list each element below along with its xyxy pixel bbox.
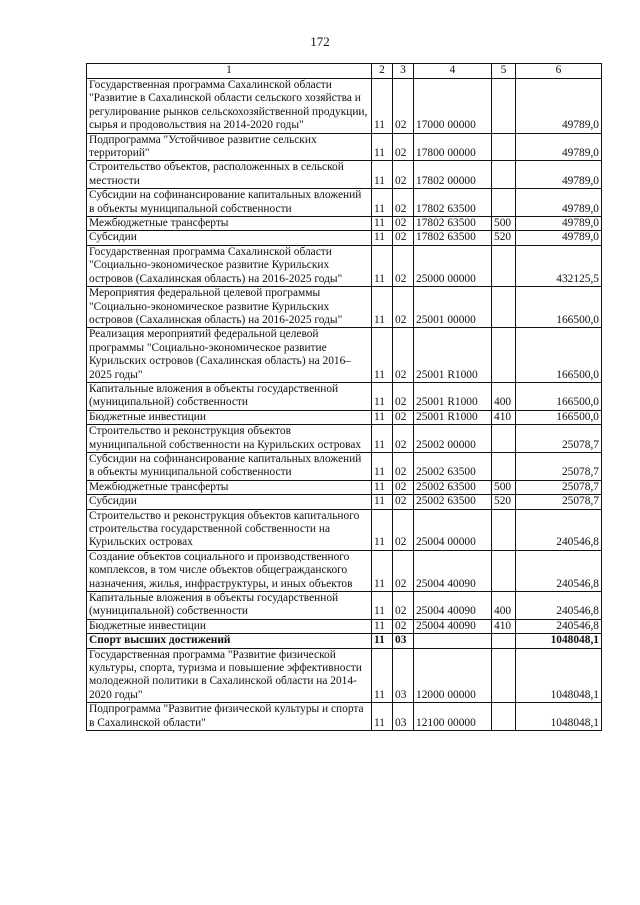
subsection-code-cell: 02 bbox=[393, 79, 414, 134]
row-name-cell: Реализация мероприятий федеральной целевой программы "Социально-экономическое развитие Курильских островов (Сахалинская область) на 2016–2025 годы" bbox=[87, 328, 372, 383]
row-name-cell: Государственная программа "Развитие физической культуры, спорта, туризма и повышение эффективности молодежной политики в Сахалинской области на 2014-2020 годы" bbox=[87, 648, 372, 703]
expense-type-cell bbox=[492, 425, 516, 453]
column-header: 1 bbox=[87, 64, 372, 79]
expense-type-cell bbox=[492, 79, 516, 134]
expense-type-cell: 520 bbox=[492, 495, 516, 509]
row-name-cell: Субсидии bbox=[87, 495, 372, 509]
table-row bbox=[87, 189, 602, 217]
target-article-cell: 12000 00000 bbox=[414, 648, 492, 703]
expense-type-cell: 400 bbox=[492, 592, 516, 620]
table-row bbox=[87, 79, 602, 134]
target-article-cell: 25004 00000 bbox=[414, 509, 492, 550]
expense-type-cell bbox=[492, 189, 516, 217]
table-row bbox=[87, 287, 602, 328]
subsection-code-cell: 02 bbox=[393, 550, 414, 591]
amount-cell: 25078,7 bbox=[516, 495, 602, 509]
subsection-code-cell: 02 bbox=[393, 161, 414, 189]
amount-cell: 49789,0 bbox=[516, 161, 602, 189]
section-code-cell: 11 bbox=[372, 189, 393, 217]
expense-type-cell: 400 bbox=[492, 382, 516, 410]
table-row bbox=[87, 161, 602, 189]
subsection-code-cell: 03 bbox=[393, 648, 414, 703]
target-article-cell: 25000 00000 bbox=[414, 245, 492, 286]
subsection-code-cell: 02 bbox=[393, 509, 414, 550]
section-code-cell: 11 bbox=[372, 509, 393, 550]
row-name-cell: Межбюджетные трансферты bbox=[87, 480, 372, 494]
section-code-cell: 11 bbox=[372, 382, 393, 410]
expense-type-cell bbox=[492, 161, 516, 189]
subsection-code-cell: 02 bbox=[393, 231, 414, 245]
amount-cell: 25078,7 bbox=[516, 480, 602, 494]
target-article-cell: 25004 40090 bbox=[414, 619, 492, 633]
amount-cell: 25078,7 bbox=[516, 452, 602, 480]
target-article-cell: 25002 63500 bbox=[414, 452, 492, 480]
target-article-cell: 25004 40090 bbox=[414, 592, 492, 620]
section-code-cell: 11 bbox=[372, 703, 393, 731]
amount-cell: 1048048,1 bbox=[516, 703, 602, 731]
table-row bbox=[87, 495, 602, 509]
target-article-cell: 17802 63500 bbox=[414, 217, 492, 231]
section-code-cell: 11 bbox=[372, 495, 393, 509]
expense-type-cell bbox=[492, 287, 516, 328]
target-article-cell: 25001 R1000 bbox=[414, 382, 492, 410]
expense-type-cell: 500 bbox=[492, 480, 516, 494]
expense-type-cell bbox=[492, 703, 516, 731]
amount-cell: 49789,0 bbox=[516, 79, 602, 134]
amount-cell: 49789,0 bbox=[516, 217, 602, 231]
subsection-code-cell: 03 bbox=[393, 634, 414, 648]
row-name-cell: Бюджетные инвестиции bbox=[87, 619, 372, 633]
target-article-cell: 17000 00000 bbox=[414, 79, 492, 134]
section-code-cell: 11 bbox=[372, 231, 393, 245]
table-row bbox=[87, 410, 602, 424]
expense-type-cell bbox=[492, 509, 516, 550]
table-row bbox=[87, 619, 602, 633]
table-row bbox=[87, 452, 602, 480]
column-header: 3 bbox=[393, 64, 414, 79]
column-header: 5 bbox=[492, 64, 516, 79]
table-row bbox=[87, 425, 602, 453]
row-name-cell: Спорт высших достижений bbox=[87, 634, 372, 648]
expense-type-cell bbox=[492, 452, 516, 480]
subsection-code-cell: 02 bbox=[393, 189, 414, 217]
section-code-cell: 11 bbox=[372, 550, 393, 591]
amount-cell: 166500,0 bbox=[516, 382, 602, 410]
row-name-cell: Государственная программа Сахалинской области "Развитие в Сахалинской области сельского хозяйства и регулирование рынков сельскохозяйственной продукции, сырья и продовольствия на 2014-2020 годы" bbox=[87, 79, 372, 134]
section-code-cell: 11 bbox=[372, 452, 393, 480]
amount-cell: 166500,0 bbox=[516, 287, 602, 328]
row-name-cell: Межбюджетные трансферты bbox=[87, 217, 372, 231]
expense-type-cell bbox=[492, 648, 516, 703]
target-article-cell: 17802 00000 bbox=[414, 161, 492, 189]
amount-cell: 49789,0 bbox=[516, 189, 602, 217]
section-code-cell: 11 bbox=[372, 79, 393, 134]
subsection-code-cell: 02 bbox=[393, 452, 414, 480]
section-code-cell: 11 bbox=[372, 619, 393, 633]
row-name-cell: Капитальные вложения в объекты государственной (муниципальной) собственности bbox=[87, 592, 372, 620]
table-row bbox=[87, 550, 602, 591]
row-name-cell: Создание объектов социального и производственного комплексов, в том числе объектов общегражданского назначения, жилья, инфраструктуры, и иных объектов bbox=[87, 550, 372, 591]
target-article-cell: 25001 00000 bbox=[414, 287, 492, 328]
section-code-cell: 11 bbox=[372, 425, 393, 453]
amount-cell: 240546,8 bbox=[516, 550, 602, 591]
target-article-cell: 25001 R1000 bbox=[414, 328, 492, 383]
target-article-cell: 25002 00000 bbox=[414, 425, 492, 453]
amount-cell: 1048048,1 bbox=[516, 648, 602, 703]
row-name-cell: Капитальные вложения в объекты государственной (муниципальной) собственности bbox=[87, 382, 372, 410]
subsection-code-cell: 02 bbox=[393, 410, 414, 424]
subsection-code-cell: 02 bbox=[393, 382, 414, 410]
column-header: 2 bbox=[372, 64, 393, 79]
amount-cell: 432125,5 bbox=[516, 245, 602, 286]
expense-type-cell bbox=[492, 550, 516, 591]
expense-type-cell: 410 bbox=[492, 619, 516, 633]
expense-type-cell: 410 bbox=[492, 410, 516, 424]
table-row bbox=[87, 328, 602, 383]
header-row bbox=[87, 64, 602, 79]
column-header: 4 bbox=[414, 64, 492, 79]
table-row bbox=[87, 509, 602, 550]
expense-type-cell bbox=[492, 245, 516, 286]
amount-cell: 166500,0 bbox=[516, 328, 602, 383]
amount-cell: 49789,0 bbox=[516, 231, 602, 245]
table-row bbox=[87, 217, 602, 231]
amount-cell: 240546,8 bbox=[516, 619, 602, 633]
row-name-cell: Субсидии bbox=[87, 231, 372, 245]
section-code-cell: 11 bbox=[372, 245, 393, 286]
row-name-cell: Государственная программа Сахалинской области "Социально-экономическое развитие Курильских островов (Сахалинская область) на 2016-2025 годы" bbox=[87, 245, 372, 286]
budget-table bbox=[86, 63, 602, 731]
row-name-cell: Субсидии на софинансирование капитальных вложений в объекты муниципальной собственности bbox=[87, 452, 372, 480]
target-article-cell: 25002 63500 bbox=[414, 495, 492, 509]
section-code-cell: 11 bbox=[372, 161, 393, 189]
table-row bbox=[87, 231, 602, 245]
table-row bbox=[87, 480, 602, 494]
section-code-cell: 11 bbox=[372, 287, 393, 328]
section-code-cell: 11 bbox=[372, 634, 393, 648]
row-name-cell: Строительство объектов, расположенных в сельской местности bbox=[87, 161, 372, 189]
subsection-code-cell: 02 bbox=[393, 245, 414, 286]
subsection-code-cell: 02 bbox=[393, 495, 414, 509]
target-article-cell bbox=[414, 634, 492, 648]
table-row bbox=[87, 245, 602, 286]
section-code-cell: 11 bbox=[372, 328, 393, 383]
target-article-cell: 17802 63500 bbox=[414, 189, 492, 217]
expense-type-cell bbox=[492, 634, 516, 648]
row-name-cell: Бюджетные инвестиции bbox=[87, 410, 372, 424]
page-number: 172 bbox=[310, 34, 330, 49]
row-name-cell: Строительство и реконструкция объектов муниципальной собственности на Курильских островах bbox=[87, 425, 372, 453]
amount-cell: 240546,8 bbox=[516, 592, 602, 620]
row-name-cell: Подпрограмма "Развитие физической культуры и спорта в Сахалинской области" bbox=[87, 703, 372, 731]
subsection-code-cell: 03 bbox=[393, 703, 414, 731]
table-row bbox=[87, 648, 602, 703]
row-name-cell: Мероприятия федеральной целевой программы "Социально-экономическое развитие Курильских островов (Сахалинская область) на 2016-2025 годы" bbox=[87, 287, 372, 328]
subsection-code-cell: 02 bbox=[393, 328, 414, 383]
table-row bbox=[87, 634, 602, 648]
section-code-cell: 11 bbox=[372, 480, 393, 494]
row-name-cell: Подпрограмма "Устойчивое развитие сельских территорий" bbox=[87, 133, 372, 161]
amount-cell: 166500,0 bbox=[516, 410, 602, 424]
subsection-code-cell: 02 bbox=[393, 425, 414, 453]
target-article-cell: 25004 40090 bbox=[414, 550, 492, 591]
subsection-code-cell: 02 bbox=[393, 592, 414, 620]
subsection-code-cell: 02 bbox=[393, 619, 414, 633]
section-code-cell: 11 bbox=[372, 410, 393, 424]
subsection-code-cell: 02 bbox=[393, 480, 414, 494]
subsection-code-cell: 02 bbox=[393, 287, 414, 328]
section-code-cell: 11 bbox=[372, 133, 393, 161]
expense-type-cell: 520 bbox=[492, 231, 516, 245]
target-article-cell: 12100 00000 bbox=[414, 703, 492, 731]
amount-cell: 240546,8 bbox=[516, 509, 602, 550]
target-article-cell: 17800 00000 bbox=[414, 133, 492, 161]
section-code-cell: 11 bbox=[372, 648, 393, 703]
target-article-cell: 25001 R1000 bbox=[414, 410, 492, 424]
subsection-code-cell: 02 bbox=[393, 133, 414, 161]
table-row bbox=[87, 382, 602, 410]
table-row bbox=[87, 703, 602, 731]
column-header: 6 bbox=[516, 64, 602, 79]
amount-cell: 25078,7 bbox=[516, 425, 602, 453]
amount-cell: 49789,0 bbox=[516, 133, 602, 161]
amount-cell: 1048048,1 bbox=[516, 634, 602, 648]
expense-type-cell: 500 bbox=[492, 217, 516, 231]
subsection-code-cell: 02 bbox=[393, 217, 414, 231]
section-code-cell: 11 bbox=[372, 592, 393, 620]
section-code-cell: 11 bbox=[372, 217, 393, 231]
table-row bbox=[87, 592, 602, 620]
target-article-cell: 25002 63500 bbox=[414, 480, 492, 494]
row-name-cell: Субсидии на софинансирование капитальных вложений в объекты муниципальной собственности bbox=[87, 189, 372, 217]
expense-type-cell bbox=[492, 133, 516, 161]
row-name-cell: Строительство и реконструкция объектов капитального строительства государственной собственности на Курильских островах bbox=[87, 509, 372, 550]
table-row bbox=[87, 133, 602, 161]
target-article-cell: 17802 63500 bbox=[414, 231, 492, 245]
expense-type-cell bbox=[492, 328, 516, 383]
